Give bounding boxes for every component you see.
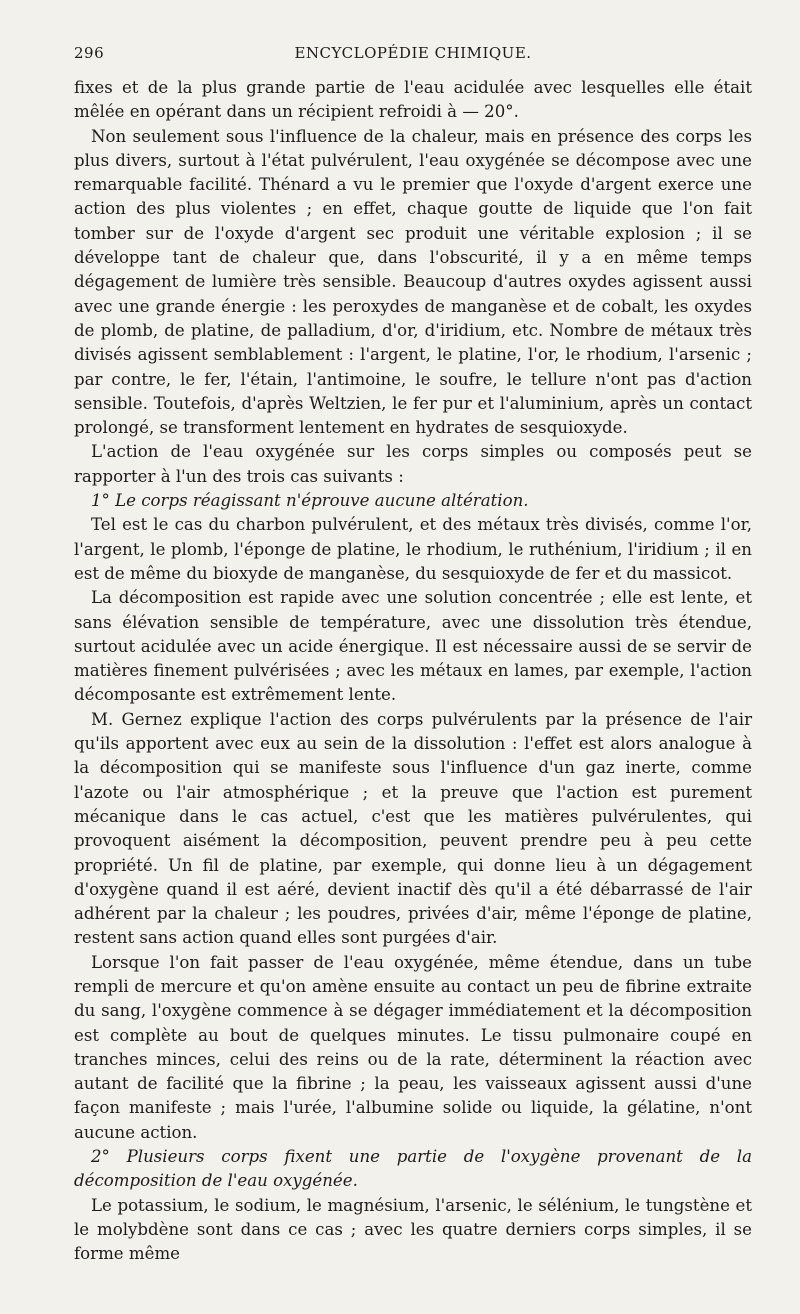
section-heading-case-1 bbox=[74, 489, 752, 513]
paragraph-fibrine: Lorsque l'on fait passer de l'eau oxygénée, même étendue, dans un tube rempli de mercure et qu'on amène ensuite au contact un peu de fibrine extraite du sang, l'oxygène commence à se dégager immédiatement et la décomposition est complète au bout de quelques minutes. Le tissu pulmonaire coupé en tranches minces, celui des reins ou de la rate, déterminent la réaction avec autant de facilité que la fibrine ; la peau, les vaisseaux agissent aussi d'une façon manifeste ; mais l'urée, l'albumine solide ou liquide, la gélatine, n'ont aucune action. bbox=[74, 952, 752, 1142]
case-1-title: 1° Le corps réagissant n'éprouve aucune altération. bbox=[91, 491, 529, 511]
paragraph-three-cases: L'action de l'eau oxygénée sur les corps simples ou composés peut se rapporter à l'un des trois cas suivants : bbox=[74, 442, 752, 486]
page-header bbox=[74, 42, 752, 68]
paragraph-case-1-examples: Tel est le cas du charbon pulvérulent, et des métaux très divisés, comme l'or, l'argent, le plomb, l'éponge de platine, le rhodium, le ruthénium, l'iridium ; il en est de même du bioxyde de manganèse, du sesquioxyde de fer et du massicot. bbox=[74, 515, 752, 583]
page-number: 296 bbox=[74, 44, 105, 62]
running-title: ENCYCLOPÉDIE CHIMIQUE. bbox=[294, 44, 532, 62]
page-body bbox=[74, 76, 752, 1267]
paragraph-gernez: M. Gernez explique l'action des corps pulvérulents par la présence de l'air qu'ils apportent avec eux au sein de la dissolution : l'effet est alors analogue à la décomposition qui se manifeste sous l'influence d'un gaz inerte, comme l'azote ou l'air atmosphérique ; et la preuve que l'action est purement mécanique dans le cas actuel, c'est que les matières pulvérulentes, qui provoquent aisément la décomposition, peuvent prendre peu à peu cette propriété. Un fil de platine, par exemple, qui donne lieu à un dégagement d'oxygène quand il est aéré, devient inactif dès qu'il a été débarrassé de l'air adhérent par la chaleur ; les poudres, privées d'air, même l'éponge de platine, restent sans action quand elles sont purgées d'air. bbox=[74, 709, 752, 948]
section-heading-case-2 bbox=[74, 1145, 752, 1194]
paragraph-case-2-examples: Le potassium, le sodium, le magnésium, l'arsenic, le sélénium, le tungstène et le molybdène sont dans ce cas ; avec les quatre derniers corps simples, il se forme même bbox=[74, 1195, 752, 1264]
paragraph-decomposition-intro: Non seulement sous l'influence de la chaleur, mais en présence des corps les plus divers, surtout à l'état pulvérulent, l'eau oxygénée se décompose avec une remarquable facilité. Thénard a vu le premier que l'oxyde d'argent exerce une action des plus violentes ; en effet, chaque goutte de liquide que l'on fait tomber sur de l'oxyde d'argent sec produit une véritable explosion ; il se développe tant de chaleur que, dans l'obscurité, il y a en même temps dégagement de lumière très sensible. Beaucoup d'autres oxydes agissent aussi avec une grande énergie : les peroxydes de manganèse et de cobalt, les oxydes de plomb, de platine, de palladium, d'or, d'iridium, etc. Nombre de métaux très divisés agissent semblablement : l'argent, le platine, l'or, le rhodium, l'arsenic ; par contre, le fer, l'étain, l'antimoine, le soufre, le tellure n'ont pas d'action sensible. Toutefois, d'après Weltzien, le fer pur et l'aluminium, après un contact prolongé, se transforment lentement en hydrates de sesquioxyde. bbox=[74, 126, 752, 438]
paragraph-decomposition-rate: La décomposition est rapide avec une solution concentrée ; elle est lente, et sans élévation sensible de température, avec une dissolution très étendue, surtout acidulée avec un acide énergique. Il est nécessaire aussi de se servir de matières finement pulvérisées ; avec les métaux en lames, par exemple, l'action décomposante est extrêmement lente. bbox=[74, 588, 752, 705]
paragraph-continuation: fixes et de la plus grande partie de l'eau acidulée avec lesquelles elle était mêlée en opérant dans un récipient refroidi à — 20°. bbox=[74, 78, 752, 122]
case-2-title: 2° Plusieurs corps fixent une partie de l'oxygène provenant de la décomposition de l'eau oxygénée. bbox=[74, 1147, 752, 1191]
